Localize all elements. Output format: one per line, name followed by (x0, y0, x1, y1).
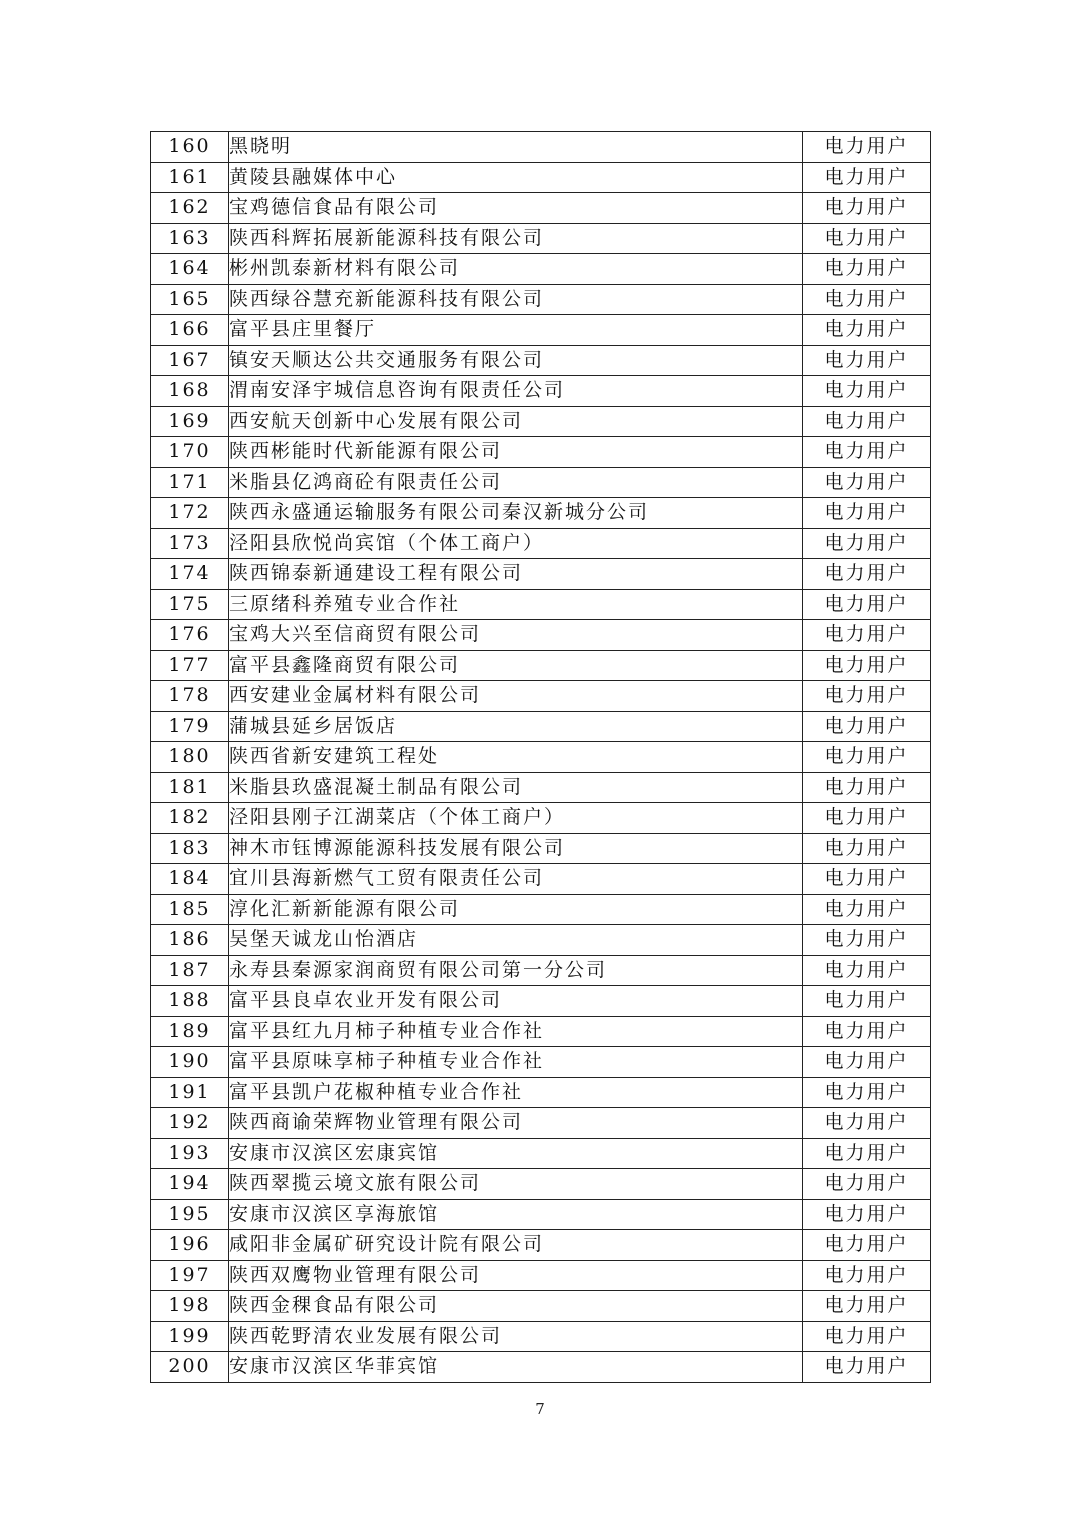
user-type: 电力用户 (803, 1352, 931, 1383)
table-row (151, 650, 931, 681)
company-name: 泾阳县刚子江湖菜店（个体工商户） (229, 803, 803, 834)
table-row (151, 1199, 931, 1230)
row-number: 193 (151, 1138, 229, 1169)
table-row (151, 193, 931, 224)
row-number: 187 (151, 955, 229, 986)
row-number: 178 (151, 681, 229, 712)
table-row (151, 345, 931, 376)
user-type: 电力用户 (803, 1291, 931, 1322)
user-type: 电力用户 (803, 681, 931, 712)
user-type: 电力用户 (803, 711, 931, 742)
row-number: 200 (151, 1352, 229, 1383)
company-name: 咸阳非金属矿研究设计院有限公司 (229, 1230, 803, 1261)
table-body (151, 132, 931, 1383)
table-row (151, 498, 931, 529)
user-type: 电力用户 (803, 1260, 931, 1291)
table-row (151, 955, 931, 986)
user-type: 电力用户 (803, 1138, 931, 1169)
company-name: 黑晓明 (229, 132, 803, 163)
row-number: 173 (151, 528, 229, 559)
company-name: 富平县鑫隆商贸有限公司 (229, 650, 803, 681)
page-number: 7 (535, 1400, 545, 1418)
table-row (151, 1260, 931, 1291)
company-name: 西安航天创新中心发展有限公司 (229, 406, 803, 437)
user-type: 电力用户 (803, 315, 931, 346)
company-name: 陕西省新安建筑工程处 (229, 742, 803, 773)
table-row (151, 894, 931, 925)
table-row (151, 620, 931, 651)
row-number: 192 (151, 1108, 229, 1139)
company-name: 陕西翠揽云境文旅有限公司 (229, 1169, 803, 1200)
user-type: 电力用户 (803, 894, 931, 925)
row-number: 167 (151, 345, 229, 376)
row-number: 163 (151, 223, 229, 254)
table-row (151, 711, 931, 742)
company-name: 西安建业金属材料有限公司 (229, 681, 803, 712)
row-number: 164 (151, 254, 229, 285)
table-row (151, 772, 931, 803)
user-type: 电力用户 (803, 1108, 931, 1139)
user-type: 电力用户 (803, 772, 931, 803)
company-name: 神木市钰博源能源科技发展有限公司 (229, 833, 803, 864)
user-type: 电力用户 (803, 986, 931, 1017)
user-type: 电力用户 (803, 437, 931, 468)
user-type: 电力用户 (803, 1199, 931, 1230)
row-number: 184 (151, 864, 229, 895)
company-name: 陕西永盛通运输服务有限公司秦汉新城分公司 (229, 498, 803, 529)
table-row (151, 406, 931, 437)
company-name: 吴堡天诚龙山怡酒店 (229, 925, 803, 956)
company-name: 富平县凯户花椒种植专业合作社 (229, 1077, 803, 1108)
table-row (151, 1138, 931, 1169)
user-type: 电力用户 (803, 955, 931, 986)
table-row (151, 1169, 931, 1200)
company-name: 彬州凯泰新材料有限公司 (229, 254, 803, 285)
row-number: 188 (151, 986, 229, 1017)
row-number: 179 (151, 711, 229, 742)
company-name: 陕西彬能时代新能源有限公司 (229, 437, 803, 468)
row-number: 186 (151, 925, 229, 956)
row-number: 190 (151, 1047, 229, 1078)
company-name: 安康市汉滨区享海旅馆 (229, 1199, 803, 1230)
table-row (151, 376, 931, 407)
user-type: 电力用户 (803, 528, 931, 559)
user-type: 电力用户 (803, 742, 931, 773)
row-number: 181 (151, 772, 229, 803)
company-name: 三原绪科养殖专业合作社 (229, 589, 803, 620)
user-type: 电力用户 (803, 284, 931, 315)
company-name: 陕西绿谷慧充新能源科技有限公司 (229, 284, 803, 315)
user-type: 电力用户 (803, 559, 931, 590)
table-row (151, 1047, 931, 1078)
company-name: 安康市汉滨区华菲宾馆 (229, 1352, 803, 1383)
user-type: 电力用户 (803, 925, 931, 956)
user-type: 电力用户 (803, 864, 931, 895)
company-name: 永寿县秦源家润商贸有限公司第一分公司 (229, 955, 803, 986)
company-name: 陕西金稞食品有限公司 (229, 1291, 803, 1322)
user-type: 电力用户 (803, 833, 931, 864)
row-number: 175 (151, 589, 229, 620)
company-name: 淳化汇新新能源有限公司 (229, 894, 803, 925)
table-row (151, 162, 931, 193)
user-type: 电力用户 (803, 1016, 931, 1047)
company-name: 安康市汉滨区宏康宾馆 (229, 1138, 803, 1169)
row-number: 174 (151, 559, 229, 590)
table-row (151, 559, 931, 590)
row-number: 177 (151, 650, 229, 681)
table-row (151, 986, 931, 1017)
company-name: 富平县良卓农业开发有限公司 (229, 986, 803, 1017)
row-number: 196 (151, 1230, 229, 1261)
user-type: 电力用户 (803, 650, 931, 681)
company-name: 渭南安泽宇城信息咨询有限责任公司 (229, 376, 803, 407)
user-type: 电力用户 (803, 1077, 931, 1108)
user-type: 电力用户 (803, 803, 931, 834)
row-number: 183 (151, 833, 229, 864)
user-type: 电力用户 (803, 376, 931, 407)
table-row (151, 864, 931, 895)
company-name: 富平县原味享柿子种植专业合作社 (229, 1047, 803, 1078)
user-type: 电力用户 (803, 589, 931, 620)
company-name: 富平县庄里餐厅 (229, 315, 803, 346)
user-type: 电力用户 (803, 193, 931, 224)
user-type: 电力用户 (803, 1047, 931, 1078)
row-number: 162 (151, 193, 229, 224)
user-type: 电力用户 (803, 1321, 931, 1352)
row-number: 191 (151, 1077, 229, 1108)
table-row (151, 1321, 931, 1352)
row-number: 194 (151, 1169, 229, 1200)
row-number: 180 (151, 742, 229, 773)
user-type: 电力用户 (803, 132, 931, 163)
row-number: 161 (151, 162, 229, 193)
user-type: 电力用户 (803, 1230, 931, 1261)
table-row (151, 467, 931, 498)
company-name: 宜川县海新燃气工贸有限责任公司 (229, 864, 803, 895)
table-row (151, 437, 931, 468)
row-number: 176 (151, 620, 229, 651)
row-number: 166 (151, 315, 229, 346)
table-row (151, 223, 931, 254)
row-number: 199 (151, 1321, 229, 1352)
table-row (151, 681, 931, 712)
row-number: 168 (151, 376, 229, 407)
company-name: 陕西锦泰新通建设工程有限公司 (229, 559, 803, 590)
company-name: 米脂县玖盛混凝土制品有限公司 (229, 772, 803, 803)
row-number: 182 (151, 803, 229, 834)
user-type: 电力用户 (803, 1169, 931, 1200)
company-name: 陕西双鹰物业管理有限公司 (229, 1260, 803, 1291)
user-type: 电力用户 (803, 254, 931, 285)
table-row (151, 1230, 931, 1261)
table-row (151, 132, 931, 163)
row-number: 160 (151, 132, 229, 163)
company-name: 泾阳县欣悦尚宾馆（个体工商户） (229, 528, 803, 559)
row-number: 185 (151, 894, 229, 925)
row-number: 170 (151, 437, 229, 468)
table-row (151, 1016, 931, 1047)
table-row (151, 1077, 931, 1108)
table-row (151, 528, 931, 559)
company-name: 宝鸡德信食品有限公司 (229, 193, 803, 224)
row-number: 172 (151, 498, 229, 529)
user-type: 电力用户 (803, 345, 931, 376)
table-row (151, 742, 931, 773)
company-name: 富平县红九月柿子种植专业合作社 (229, 1016, 803, 1047)
table-row (151, 925, 931, 956)
company-name: 宝鸡大兴至信商贸有限公司 (229, 620, 803, 651)
table-row (151, 1352, 931, 1383)
user-type: 电力用户 (803, 162, 931, 193)
row-number: 198 (151, 1291, 229, 1322)
user-list-table (150, 131, 931, 1383)
company-name: 陕西科辉拓展新能源科技有限公司 (229, 223, 803, 254)
user-type: 电力用户 (803, 406, 931, 437)
table-row (151, 833, 931, 864)
table-row (151, 1291, 931, 1322)
company-name: 米脂县亿鸿商砼有限责任公司 (229, 467, 803, 498)
table-row (151, 254, 931, 285)
company-name: 蒲城县延乡居饭店 (229, 711, 803, 742)
row-number: 169 (151, 406, 229, 437)
table-row (151, 1108, 931, 1139)
company-name: 黄陵县融媒体中心 (229, 162, 803, 193)
row-number: 195 (151, 1199, 229, 1230)
row-number: 197 (151, 1260, 229, 1291)
row-number: 165 (151, 284, 229, 315)
row-number: 171 (151, 467, 229, 498)
company-name: 陕西商谕荣辉物业管理有限公司 (229, 1108, 803, 1139)
user-type: 电力用户 (803, 467, 931, 498)
user-type: 电力用户 (803, 498, 931, 529)
user-type: 电力用户 (803, 223, 931, 254)
company-name: 镇安天顺达公共交通服务有限公司 (229, 345, 803, 376)
user-type: 电力用户 (803, 620, 931, 651)
row-number: 189 (151, 1016, 229, 1047)
table-row (151, 315, 931, 346)
table-row (151, 589, 931, 620)
company-name: 陕西乾野清农业发展有限公司 (229, 1321, 803, 1352)
table-row (151, 803, 931, 834)
table-row (151, 284, 931, 315)
